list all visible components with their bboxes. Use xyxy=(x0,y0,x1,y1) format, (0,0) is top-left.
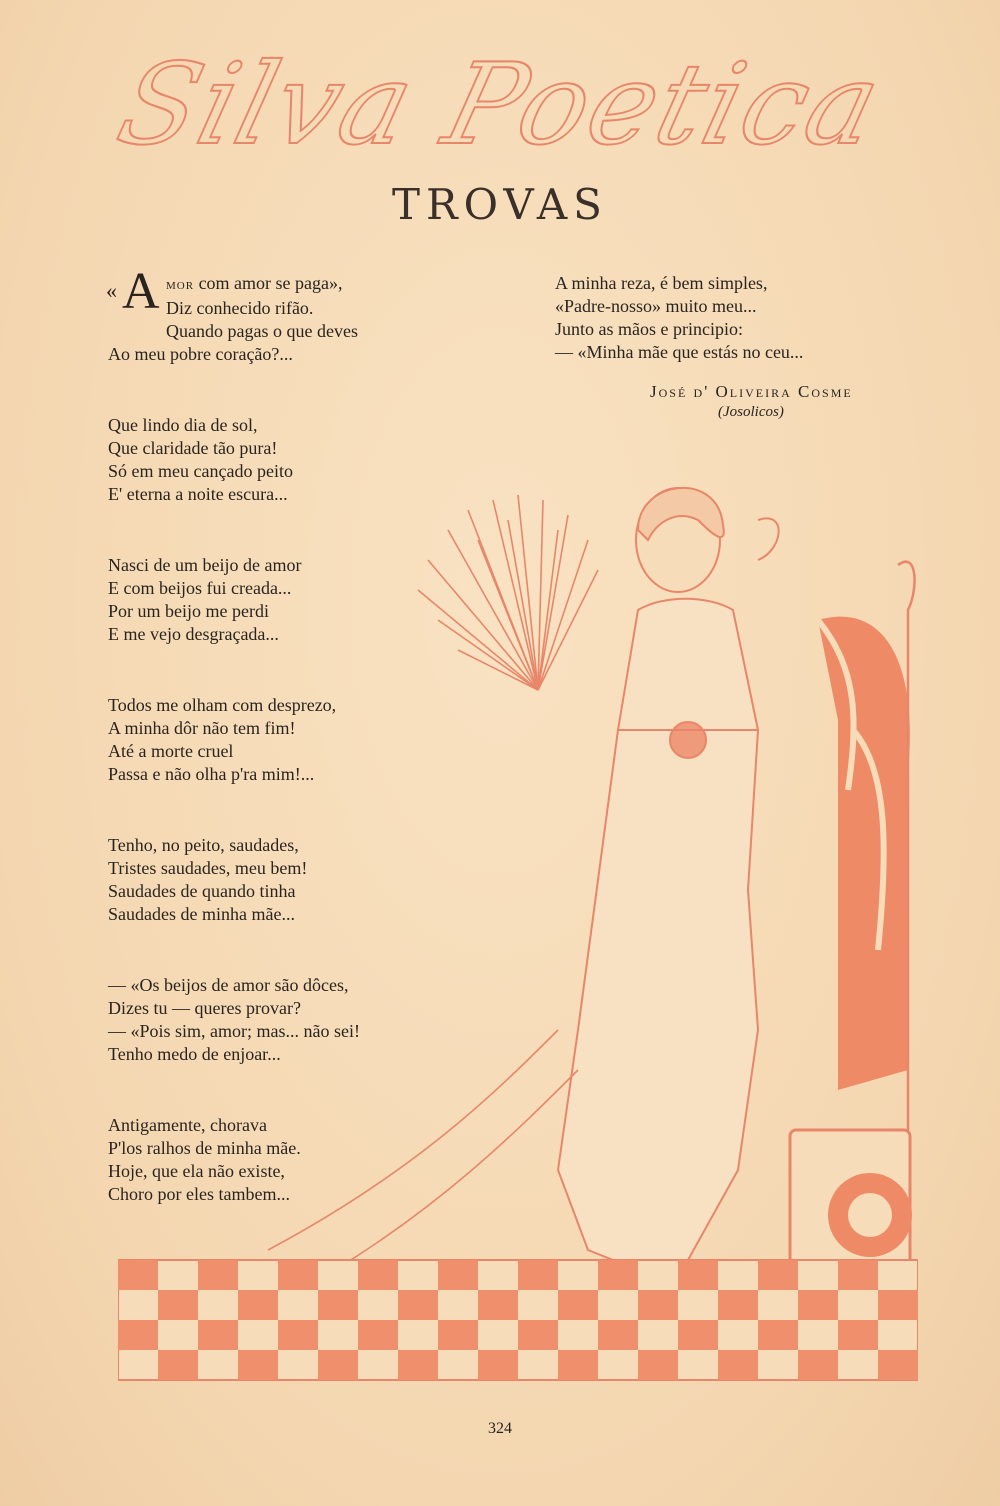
stanza-line: Junto as mãos e principio: xyxy=(555,319,743,339)
stanza-line xyxy=(108,272,468,297)
stanza-line: Choro por eles tambem... xyxy=(108,1184,290,1204)
stanza-line: Por um beijo me perdi xyxy=(108,601,269,621)
stanza-line: Passa e não olha p'ra mim!... xyxy=(108,764,315,784)
stanza-line: Até a morte cruel xyxy=(108,741,234,761)
feather-fan xyxy=(418,495,598,690)
line-text: com amor se paga», xyxy=(194,273,343,293)
dress xyxy=(558,599,758,1270)
stanza-line: A minha dôr não tem fim! xyxy=(108,718,296,738)
stanza-line: A minha reza, é bem simples, xyxy=(555,273,768,293)
stanza-line: E com beijos fui creada... xyxy=(108,578,292,598)
author-signature xyxy=(650,382,880,421)
stanza-line: — «Minha mãe que estás no ceu... xyxy=(555,342,804,362)
drop-cap: A xyxy=(122,263,160,320)
author-alias: (Josolicos) xyxy=(718,404,784,420)
stanza-line: Saudades de quando tinha xyxy=(108,881,296,901)
stanza-line: Tristes saudades, meu bem! xyxy=(108,858,308,878)
floor-tiles xyxy=(118,1260,918,1380)
stanza-line: E me vejo desgraçada... xyxy=(108,624,279,644)
stanza-line: Todos me olham com desprezo, xyxy=(108,695,337,715)
stanza-line: Ao meu pobre coração?... xyxy=(108,344,293,364)
stanza-line: Tenho, no peito, saudades, xyxy=(108,835,299,855)
stanza-line: Só em meu cançado peito xyxy=(108,461,293,481)
stanza-line: Que lindo dia de sol, xyxy=(108,415,258,435)
stanza-line: Hoje, que ela não existe, xyxy=(108,1161,285,1181)
woman-illustration xyxy=(118,470,918,1410)
stanza-line: Dizes tu — queres provar? xyxy=(108,998,301,1018)
stanza-line: Antigamente, chorava xyxy=(108,1115,267,1135)
chair-back xyxy=(818,617,910,1090)
stanza-line: Diz conhecido rifão. xyxy=(166,298,314,318)
waist-rose xyxy=(670,722,706,758)
smallcaps-word: mor xyxy=(166,277,195,293)
stanza-line: — «Os beijos de amor são dôces, xyxy=(108,975,349,995)
author-name: José d' Oliveira Cosme xyxy=(650,382,853,401)
stanza-line: P'los ralhos de minha mãe. xyxy=(108,1138,301,1158)
stanza-line: Nasci de um beijo de amor xyxy=(108,555,302,575)
stanza-line: Que claridade tão pura! xyxy=(108,438,278,458)
opening-quote: « xyxy=(106,278,117,303)
stanza-1 xyxy=(106,263,468,366)
masthead-title: Silva Poetica xyxy=(106,40,894,170)
page-number: 324 xyxy=(488,1420,512,1437)
stanza-line: — «Pois sim, amor; mas... não sei! xyxy=(108,1021,360,1041)
stanza-8 xyxy=(555,272,915,364)
stanza-line: Saudades de minha mãe... xyxy=(108,904,295,924)
stanza-line: Tenho medo de enjoar... xyxy=(108,1044,281,1064)
poem-title: TROVAS xyxy=(392,180,608,229)
stanza-line: E' eterna a noite escura... xyxy=(108,484,288,504)
stanza-line: Quando pagas o que deves xyxy=(166,321,358,341)
stanza-line: «Padre-nosso» muito meu... xyxy=(555,296,757,316)
